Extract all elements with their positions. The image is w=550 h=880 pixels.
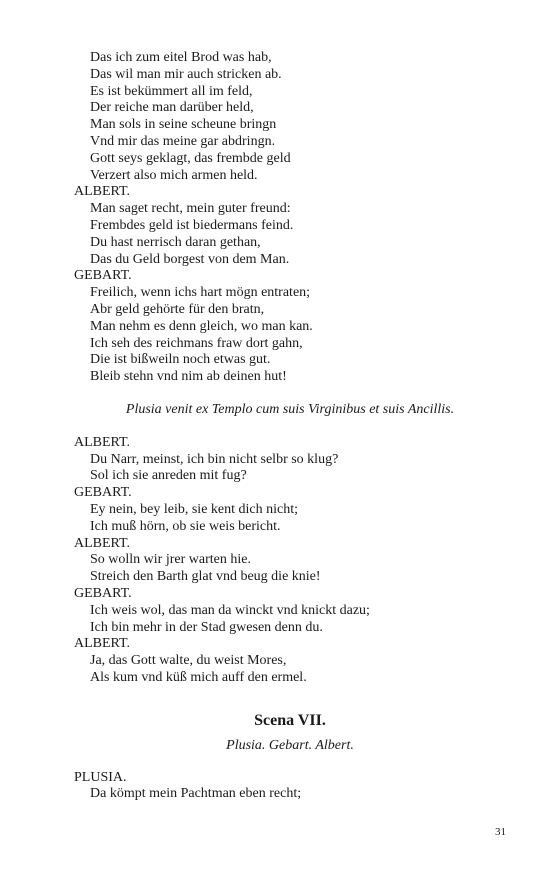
verse-line: Freilich, wenn ichs hart mögn entraten;	[90, 285, 311, 301]
verse-line: Der reiche man darüber held,	[90, 100, 254, 116]
verse-line: Ja, das Gott walte, du weist Mores,	[90, 653, 287, 669]
verse-line: Man nehm es denn gleich, wo man kan.	[90, 318, 313, 334]
verse-line: Sol ich sie anreden mit fug?	[90, 468, 247, 484]
verse-line: Ey nein, bey leib, sie kent dich nicht;	[90, 501, 299, 517]
verse-line: Verzert also mich armen held.	[90, 167, 258, 183]
verse-line: Ich weis wol, das man da winckt vnd knickt dazu;	[90, 602, 370, 618]
speaker-albert: ALBERT.	[74, 535, 131, 551]
verse-line: Gott seys geklagt, das frembde geld	[90, 150, 291, 166]
verse-line: Du hast nerrisch daran gethan,	[90, 234, 261, 250]
speaker-gebart: GEBART.	[74, 585, 132, 601]
verse-line: Ich bin mehr in der Stad gwesen denn du.	[90, 619, 323, 635]
verse-line: Man saget recht, mein guter freund:	[90, 201, 291, 217]
verse-line: Ich muß hörn, ob sie weis bericht.	[90, 518, 281, 534]
verse-line: Du Narr, meinst, ich bin nicht selbr so klug?	[90, 451, 339, 467]
verse-line: So wolln wir jrer warten hie.	[90, 552, 251, 568]
verse-line: Da kömpt mein Pachtman eben recht;	[90, 786, 302, 802]
speaker-albert: ALBERT.	[74, 434, 131, 450]
verse-line: Abr geld gehörte für den bratn,	[90, 301, 265, 317]
verse-line: Bleib stehn vnd nim ab deinen hut!	[90, 369, 287, 385]
speaker-albert: ALBERT.	[74, 636, 131, 652]
page-content	[74, 50, 494, 803]
verse-line: Frembdes geld ist biedermans feind.	[90, 217, 294, 233]
verse-line: Man sols in seine scheune bringn	[90, 117, 277, 133]
verse-line: Das du Geld borgest von dem Man.	[90, 251, 290, 267]
verse-line: Das ich zum eitel Brod was hab,	[90, 50, 272, 65]
scene-heading: Scena VII.	[254, 711, 326, 729]
verse-line: Ich seh des reichmans fraw dort gahn,	[90, 335, 303, 351]
speaker-albert: ALBERT.	[74, 184, 131, 200]
speaker-gebart: GEBART.	[74, 268, 132, 284]
verse-line: Das wil man mir auch stricken ab.	[90, 66, 282, 82]
verse-line: Vnd mir das meine gar abdringn.	[90, 133, 276, 149]
verse-line: Die ist bißweiln noch etwas gut.	[90, 352, 271, 368]
verse-line: Als kum vnd küß mich auff den ermel.	[90, 669, 307, 685]
scene-persons: Plusia. Gebart. Albert.	[226, 737, 354, 753]
speaker-plusia: PLUSIA.	[74, 769, 127, 785]
speaker-gebart: GEBART.	[74, 485, 132, 501]
page-number: 31	[495, 826, 506, 838]
stage-direction: Plusia venit ex Templo cum suis Virginibus et suis Ancillis.	[125, 401, 455, 417]
verse-line: Streich den Barth glat vnd beug die knie!	[90, 569, 321, 585]
verse-line: Es ist bekümmert all im feld,	[90, 83, 253, 99]
